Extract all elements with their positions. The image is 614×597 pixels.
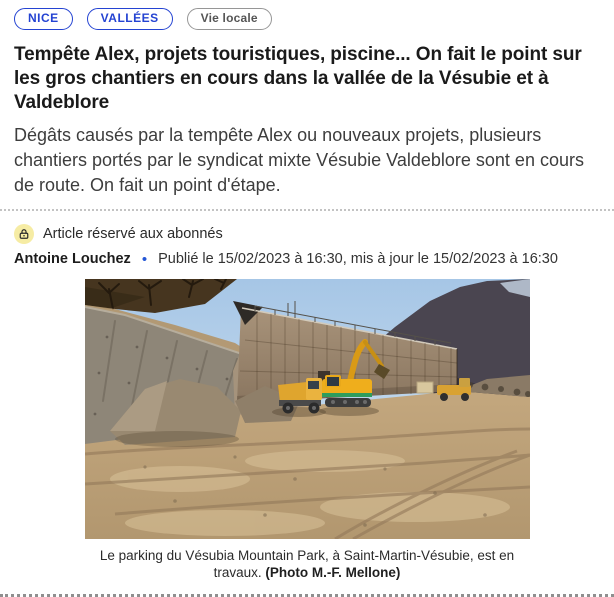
paywall-notice (14, 224, 600, 244)
photo-caption (85, 548, 530, 582)
photo-credit: (Photo M.-F. Mellone) (265, 564, 401, 580)
tag-nice[interactable]: NICE (14, 8, 73, 30)
breadcrumb-tags (14, 8, 600, 30)
author-link[interactable]: Antoine Louchez (14, 251, 131, 268)
byline-dot-icon: • (141, 250, 148, 268)
byline (14, 251, 600, 268)
construction-photo-illustration (85, 279, 530, 539)
article-lede: Dégâts causés par la tempête Alex ou nouveaux projets, plusieurs chantiers portés par le syndicat mixte Vésubie Valdeblore sont en cours de route. On fait un point d'étape. (14, 125, 584, 196)
lock-icon (14, 224, 34, 244)
photo-caption-text: Le parking du Vésubia Mountain Park, à Saint-Martin-Vésubie, est en travaux. (99, 547, 515, 580)
article-figure (85, 279, 530, 582)
publish-date: Publié le 15/02/2023 à 16:30, mis à jour le 15/02/2023 à 16:30 (158, 251, 558, 268)
paywall-label: Article réservé aux abonnés (43, 225, 223, 242)
tag-vie-locale[interactable]: Vie locale (187, 8, 272, 30)
article-headline: Tempête Alex, projets touristiques, piscine... On fait le point sur les gros chantiers en cours dans la vallée de la Vésubie et à Valdeblore (14, 44, 582, 113)
tag-vallees[interactable]: VALLÉES (87, 8, 173, 30)
dotted-divider-top (0, 209, 614, 211)
article-photo (85, 279, 530, 539)
dotted-divider-bottom (0, 594, 614, 597)
